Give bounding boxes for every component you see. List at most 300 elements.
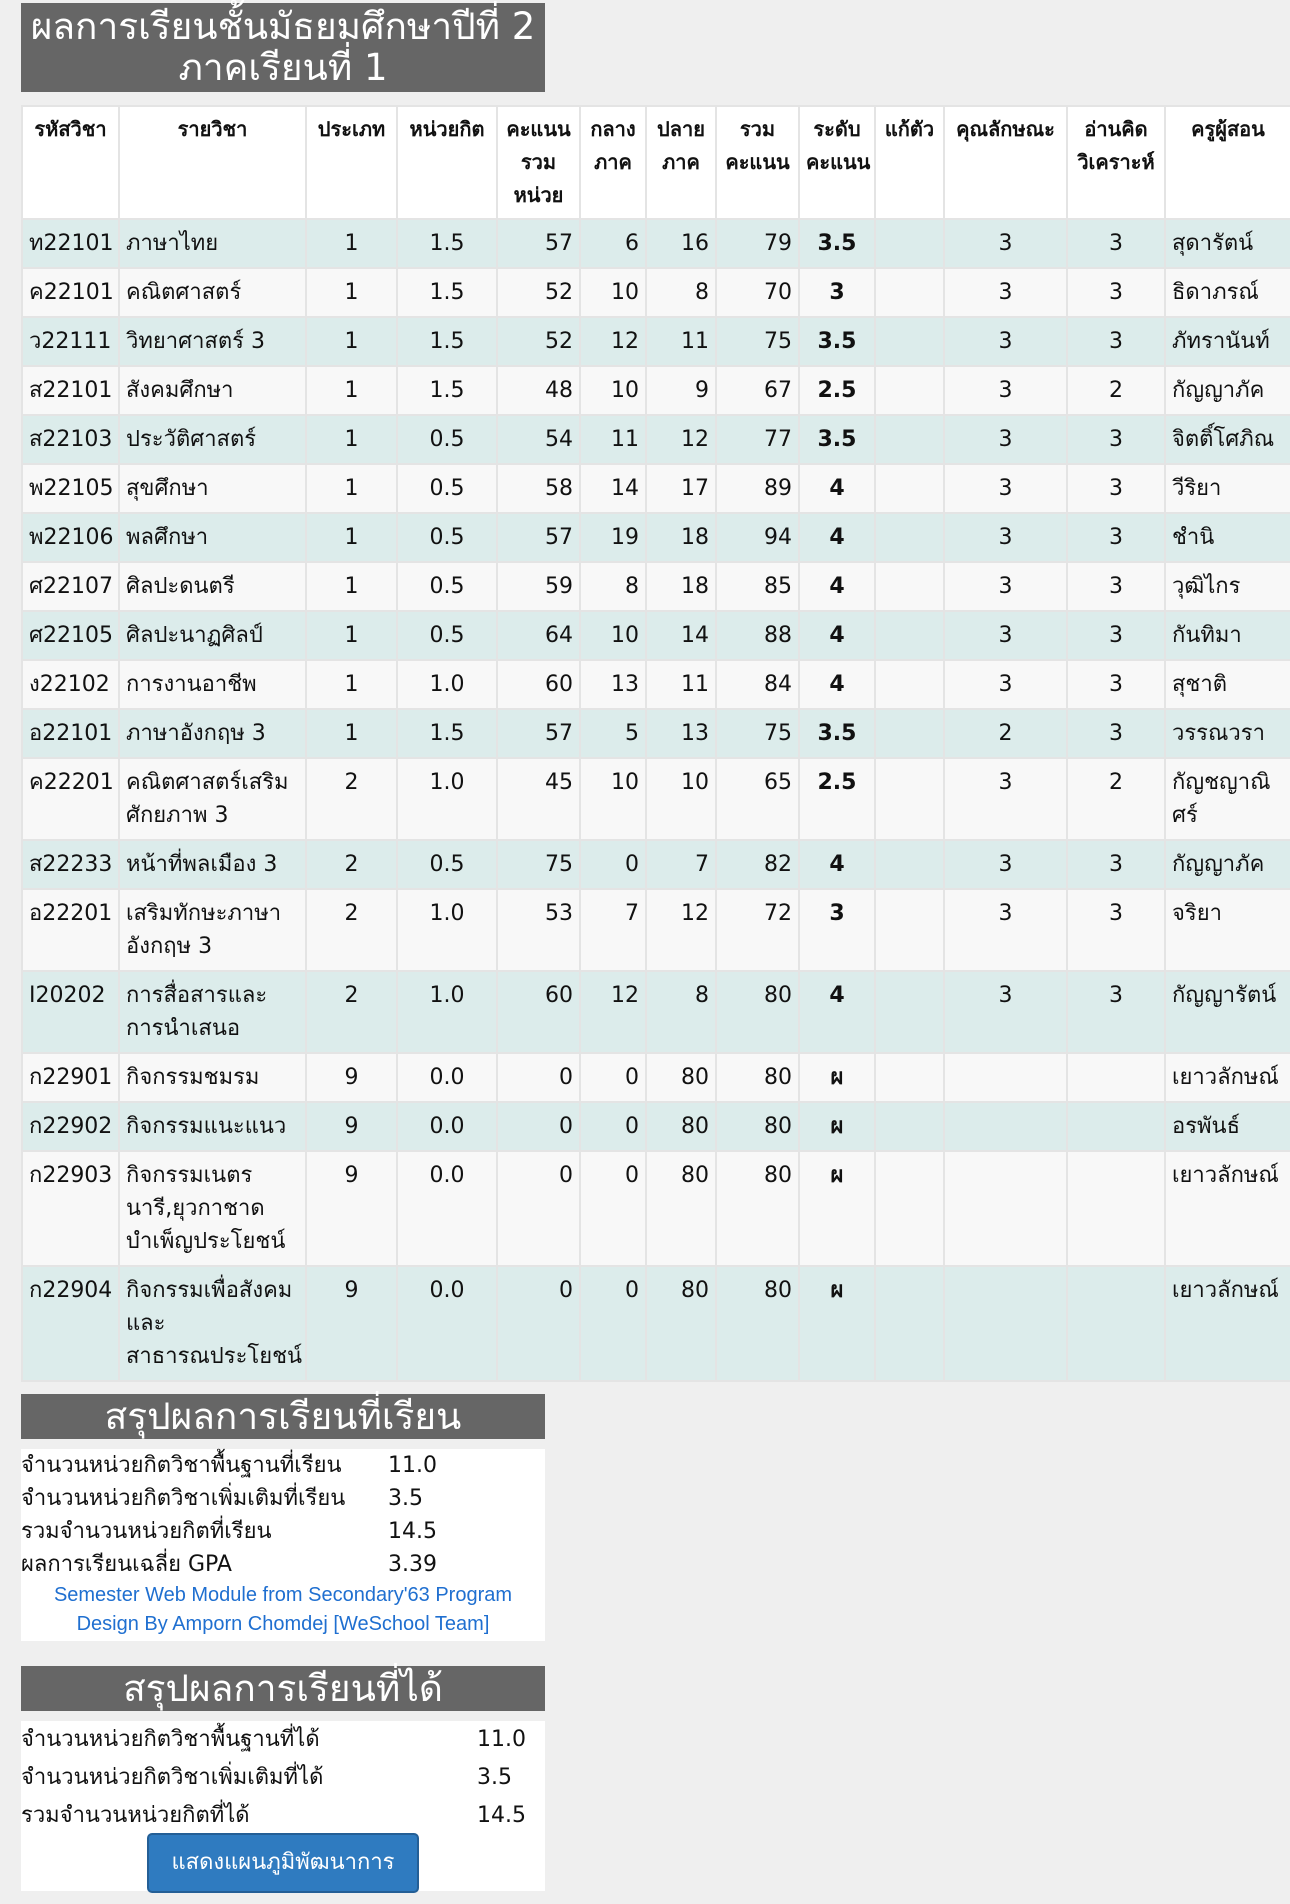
cell-teacher: วรรณวรา [1165,709,1290,758]
cell-subject: กิจกรรมแนะแนว [119,1102,306,1151]
cell-credit: 1.0 [397,971,497,1053]
cell-final: 12 [646,415,716,464]
cell-reading: 3 [1067,562,1165,611]
cell-teacher: เยาวลักษณ์ [1165,1266,1290,1381]
cell-final: 80 [646,1102,716,1151]
cell-unit-score: 75 [497,840,580,889]
col-header-grade: ระดับ คะแนน [799,106,875,219]
summary-earned-label: รวมจำนวนหน่วยกิตที่ได้ [21,1803,250,1828]
cell-reading: 3 [1067,709,1165,758]
summary-earned-box [21,1721,545,1891]
col-header-teacher: ครูผู้สอน [1165,106,1290,219]
cell-final: 18 [646,562,716,611]
grades-table-header [22,106,1290,219]
cell-total: 67 [716,366,799,415]
summary-enrolled-row [21,1449,545,1482]
cell-total: 85 [716,562,799,611]
cell-final: 18 [646,513,716,562]
cell-grade: 3.5 [799,219,875,268]
cell-teacher: กัญชญาณิศร์ [1165,758,1290,840]
cell-midterm: 10 [580,758,646,840]
cell-final: 10 [646,758,716,840]
cell-credit: 1.0 [397,660,497,709]
cell-subject: การสื่อสารและการนำเสนอ [119,971,306,1053]
cell-total: 80 [716,1102,799,1151]
cell-code: ศ22107 [22,562,119,611]
page-title [21,3,545,92]
cell-character: 3 [944,415,1067,464]
cell-midterm: 0 [580,1102,646,1151]
cell-grade: 4 [799,840,875,889]
cell-code: ศ22105 [22,611,119,660]
cell-reading: 3 [1067,660,1165,709]
cell-code: ค22201 [22,758,119,840]
table-row [22,709,1290,758]
cell-type: 1 [306,268,397,317]
cell-final: 11 [646,660,716,709]
cell-midterm: 10 [580,366,646,415]
summary-earned-label: จำนวนหน่วยกิตวิชาพื้นฐานที่ได้ [21,1727,320,1752]
summary-earned-value: 11.0 [477,1727,526,1752]
col-header-fix: แก้ตัว [875,106,944,219]
cell-reading [1067,1053,1165,1102]
summary-earned-row [21,1797,545,1835]
credit-link-module[interactable]: Semester Web Module from Secondary'63 Program [53,1584,513,1606]
cell-unit-score: 52 [497,317,580,366]
cell-total: 88 [716,611,799,660]
cell-character: 3 [944,889,1067,971]
cell-subject: ศิลปะดนตรี [119,562,306,611]
cell-grade: 4 [799,611,875,660]
table-row [22,415,1290,464]
cell-character: 3 [944,611,1067,660]
col-header-unit-score: คะแนน รวม หน่วย [497,106,580,219]
cell-grade: 4 [799,971,875,1053]
cell-type: 1 [306,464,397,513]
summary-enrolled-title: สรุปผลการเรียนที่เรียน [21,1394,545,1439]
cell-grade: ผ [799,1102,875,1151]
cell-credit: 1.5 [397,219,497,268]
cell-total: 75 [716,709,799,758]
cell-unit-score: 58 [497,464,580,513]
table-row [22,889,1290,971]
cell-reading: 3 [1067,464,1165,513]
table-row [22,1266,1290,1381]
cell-type: 1 [306,660,397,709]
cell-final: 8 [646,268,716,317]
cell-grade: ผ [799,1266,875,1381]
cell-reading: 2 [1067,366,1165,415]
cell-teacher: วีริยา [1165,464,1290,513]
grades-table [21,105,1290,1382]
summary-enrolled-label: รวมจำนวนหน่วยกิตที่เรียน [21,1519,272,1544]
summary-enrolled-label: ผลการเรียนเฉลี่ย GPA [21,1552,232,1577]
cell-credit: 1.5 [397,709,497,758]
summary-enrolled-value: 11.0 [388,1453,437,1478]
table-row [22,611,1290,660]
cell-fix [875,366,944,415]
cell-final: 9 [646,366,716,415]
cell-subject: หน้าที่พลเมือง 3 [119,840,306,889]
table-row [22,464,1290,513]
cell-midterm: 13 [580,660,646,709]
cell-type: 9 [306,1151,397,1266]
cell-midterm: 10 [580,268,646,317]
cell-credit: 0.5 [397,562,497,611]
cell-character: 3 [944,464,1067,513]
table-row [22,366,1290,415]
cell-midterm: 12 [580,971,646,1053]
cell-character: 2 [944,709,1067,758]
page-title-line2: ภาคเรียนที่ 1 [178,46,388,89]
cell-unit-score: 0 [497,1053,580,1102]
cell-type: 9 [306,1266,397,1381]
cell-grade: 3.5 [799,317,875,366]
cell-teacher: กันทิมา [1165,611,1290,660]
cell-teacher: กัญญาภัค [1165,366,1290,415]
cell-fix [875,1053,944,1102]
table-row [22,840,1290,889]
cell-reading [1067,1266,1165,1381]
cell-teacher: เยาวลักษณ์ [1165,1151,1290,1266]
summary-enrolled-row [21,1515,545,1548]
cell-type: 1 [306,366,397,415]
col-header-final: ปลาย ภาค [646,106,716,219]
cell-midterm: 19 [580,513,646,562]
cell-code: พ22105 [22,464,119,513]
cell-fix [875,709,944,758]
cell-grade: 4 [799,660,875,709]
cell-fix [875,317,944,366]
cell-grade: 2.5 [799,366,875,415]
cell-fix [875,611,944,660]
cell-subject: ศิลปะนาฏศิลป์ [119,611,306,660]
cell-total: 89 [716,464,799,513]
cell-total: 80 [716,1151,799,1266]
cell-code: ก22903 [22,1151,119,1266]
col-header-type: ประเภท [306,106,397,219]
cell-fix [875,840,944,889]
cell-unit-score: 57 [497,513,580,562]
cell-teacher: สุชาติ [1165,660,1290,709]
cell-character: 3 [944,317,1067,366]
cell-teacher: กัญญาภัค [1165,840,1290,889]
cell-midterm: 0 [580,840,646,889]
cell-midterm: 6 [580,219,646,268]
summary-enrolled-row [21,1548,545,1581]
table-row [22,660,1290,709]
cell-grade: 3.5 [799,415,875,464]
summary-enrolled-row [21,1482,545,1515]
cell-credit: 0.0 [397,1266,497,1381]
cell-type: 1 [306,317,397,366]
table-row [22,1151,1290,1266]
cell-character [944,1266,1067,1381]
cell-subject: กิจกรรมชมรม [119,1053,306,1102]
cell-final: 13 [646,709,716,758]
cell-grade: 3.5 [799,709,875,758]
summary-earned-value: 14.5 [477,1803,526,1828]
cell-code: I20202 [22,971,119,1053]
cell-credit: 1.0 [397,758,497,840]
cell-unit-score: 0 [497,1266,580,1381]
cell-type: 1 [306,709,397,758]
cell-fix [875,660,944,709]
cell-subject: พลศึกษา [119,513,306,562]
cell-unit-score: 57 [497,709,580,758]
cell-type: 2 [306,840,397,889]
cell-character: 3 [944,513,1067,562]
cell-teacher: สุดารัตน์ [1165,219,1290,268]
cell-credit: 0.0 [397,1102,497,1151]
grades-table-body [22,219,1290,1381]
cell-reading: 3 [1067,513,1165,562]
cell-final: 8 [646,971,716,1053]
cell-midterm: 7 [580,889,646,971]
summary-earned-row [21,1721,545,1759]
cell-total: 65 [716,758,799,840]
col-header-midterm: กลาง ภาค [580,106,646,219]
table-row [22,562,1290,611]
table-row [22,1053,1290,1102]
table-row [22,513,1290,562]
cell-total: 94 [716,513,799,562]
table-row [22,317,1290,366]
summary-enrolled-label: จำนวนหน่วยกิตวิชาเพิ่มเติมที่เรียน [21,1486,346,1511]
cell-unit-score: 52 [497,268,580,317]
cell-code: ก22904 [22,1266,119,1381]
cell-midterm: 0 [580,1266,646,1381]
cell-reading: 3 [1067,971,1165,1053]
cell-fix [875,889,944,971]
cell-type: 1 [306,562,397,611]
cell-code: ว22111 [22,317,119,366]
credit-link-designer[interactable]: Design By Amporn Chomdej [WeSchool Team] [76,1613,490,1635]
cell-grade: 4 [799,464,875,513]
col-header-total: รวม คะแนน [716,106,799,219]
cell-fix [875,562,944,611]
cell-grade: ผ [799,1151,875,1266]
cell-midterm: 14 [580,464,646,513]
cell-subject: เสริมทักษะภาษาอังกฤษ 3 [119,889,306,971]
cell-character: 3 [944,268,1067,317]
cell-teacher: ธิดาภรณ์ [1165,268,1290,317]
cell-final: 80 [646,1151,716,1266]
cell-character: 3 [944,971,1067,1053]
summary-enrolled-label: จำนวนหน่วยกิตวิชาพื้นฐานที่เรียน [21,1453,342,1478]
cell-final: 80 [646,1053,716,1102]
cell-code: ก22901 [22,1053,119,1102]
cell-character: 3 [944,366,1067,415]
cell-teacher: วุฒิไกร [1165,562,1290,611]
cell-credit: 0.5 [397,611,497,660]
header-row [22,106,1290,219]
cell-unit-score: 60 [497,971,580,1053]
cell-teacher: จริยา [1165,889,1290,971]
table-row [22,268,1290,317]
col-header-credit: หน่วยกิต [397,106,497,219]
summary-earned-value: 3.5 [477,1765,512,1790]
cell-code: ส22101 [22,366,119,415]
cell-total: 70 [716,268,799,317]
cell-credit: 1.0 [397,889,497,971]
table-row [22,971,1290,1053]
cell-character [944,1102,1067,1151]
page-title-line1: ผลการเรียนชั้นมัธยมศึกษาปีที่ 2 [30,5,536,48]
cell-character [944,1151,1067,1266]
cell-fix [875,1151,944,1266]
cell-total: 72 [716,889,799,971]
cell-credit: 1.5 [397,317,497,366]
cell-fix [875,415,944,464]
cell-unit-score: 64 [497,611,580,660]
cell-grade: 3 [799,889,875,971]
summary-enrolled-value: 14.5 [388,1519,437,1544]
cell-code: อ22201 [22,889,119,971]
cell-credit: 0.5 [397,513,497,562]
cell-type: 2 [306,758,397,840]
cell-type: 9 [306,1102,397,1151]
cell-teacher: จิตติ์โศภิณ [1165,415,1290,464]
cell-unit-score: 48 [497,366,580,415]
cell-midterm: 11 [580,415,646,464]
cell-total: 79 [716,219,799,268]
cell-total: 82 [716,840,799,889]
cell-fix [875,1266,944,1381]
cell-midterm: 10 [580,611,646,660]
cell-fix [875,464,944,513]
cell-fix [875,758,944,840]
cell-code: ท22101 [22,219,119,268]
cell-midterm: 0 [580,1151,646,1266]
cell-unit-score: 0 [497,1102,580,1151]
cell-code: ก22902 [22,1102,119,1151]
table-row [22,219,1290,268]
cell-code: พ22106 [22,513,119,562]
cell-credit: 1.5 [397,366,497,415]
cell-code: ส22103 [22,415,119,464]
cell-teacher: อรพันธ์ [1165,1102,1290,1151]
cell-subject: กิจกรรมเพื่อสังคมและสาธารณประโยชน์ [119,1266,306,1381]
col-header-code: รหัสวิชา [22,106,119,219]
cell-subject: คณิตศาสตร์ [119,268,306,317]
cell-subject: คณิตศาสตร์เสริมศักยภาพ 3 [119,758,306,840]
cell-unit-score: 59 [497,562,580,611]
summary-enrolled-value: 3.5 [388,1486,423,1511]
cell-midterm: 5 [580,709,646,758]
cell-teacher: กัญญารัตน์ [1165,971,1290,1053]
cell-character: 3 [944,562,1067,611]
cell-type: 1 [306,513,397,562]
cell-reading: 3 [1067,889,1165,971]
cell-character [944,1053,1067,1102]
cell-reading [1067,1102,1165,1151]
cell-reading: 3 [1067,840,1165,889]
cell-subject: ภาษาไทย [119,219,306,268]
cell-subject: สุขศึกษา [119,464,306,513]
cell-fix [875,268,944,317]
cell-subject: กิจกรรมเนตรนารี,ยุวกาชาดบำเพ็ญประโยชน์ [119,1151,306,1266]
cell-code: ส22233 [22,840,119,889]
cell-final: 80 [646,1266,716,1381]
cell-character: 3 [944,219,1067,268]
cell-character: 3 [944,758,1067,840]
cell-midterm: 0 [580,1053,646,1102]
cell-fix [875,513,944,562]
cell-code: ค22101 [22,268,119,317]
cell-final: 14 [646,611,716,660]
cell-character: 3 [944,660,1067,709]
show-progress-chart-button[interactable]: แสดงแผนภูมิพัฒนาการ [147,1833,419,1893]
gpa-value: 3.39 [388,1552,437,1577]
cell-total: 84 [716,660,799,709]
cell-total: 77 [716,415,799,464]
cell-type: 1 [306,415,397,464]
cell-unit-score: 45 [497,758,580,840]
cell-subject: วิทยาศาสตร์ 3 [119,317,306,366]
cell-subject: การงานอาชีพ [119,660,306,709]
cell-grade: 3 [799,268,875,317]
col-header-reading: อ่านคิด วิเคราะห์ [1067,106,1165,219]
cell-final: 17 [646,464,716,513]
cell-reading: 3 [1067,611,1165,660]
cell-unit-score: 54 [497,415,580,464]
cell-subject: ภาษาอังกฤษ 3 [119,709,306,758]
cell-type: 1 [306,219,397,268]
cell-subject: ประวัติศาสตร์ [119,415,306,464]
cell-reading: 3 [1067,268,1165,317]
cell-reading: 2 [1067,758,1165,840]
cell-final: 7 [646,840,716,889]
cell-type: 9 [306,1053,397,1102]
cell-grade: 4 [799,562,875,611]
cell-final: 16 [646,219,716,268]
cell-fix [875,971,944,1053]
col-header-character: คุณลักษณะ [944,106,1067,219]
summary-earned-row [21,1759,545,1797]
cell-credit: 0.0 [397,1151,497,1266]
summary-earned-label: จำนวนหน่วยกิตวิชาเพิ่มเติมที่ได้ [21,1765,324,1790]
summary-enrolled-box [21,1449,545,1641]
summary-earned-title: สรุปผลการเรียนที่ได้ [21,1666,545,1711]
cell-teacher: ชำนิ [1165,513,1290,562]
cell-final: 12 [646,889,716,971]
cell-unit-score: 57 [497,219,580,268]
cell-credit: 0.0 [397,1053,497,1102]
cell-teacher: เยาวลักษณ์ [1165,1053,1290,1102]
cell-final: 11 [646,317,716,366]
cell-type: 2 [306,889,397,971]
cell-total: 80 [716,971,799,1053]
cell-midterm: 12 [580,317,646,366]
cell-credit: 0.5 [397,464,497,513]
cell-fix [875,219,944,268]
cell-unit-score: 60 [497,660,580,709]
cell-type: 2 [306,971,397,1053]
cell-reading: 3 [1067,219,1165,268]
cell-character: 3 [944,840,1067,889]
col-header-subject: รายวิชา [119,106,306,219]
cell-code: ง22102 [22,660,119,709]
cell-credit: 0.5 [397,415,497,464]
table-row [22,758,1290,840]
cell-midterm: 8 [580,562,646,611]
cell-credit: 1.5 [397,268,497,317]
cell-fix [875,1102,944,1151]
cell-total: 80 [716,1266,799,1381]
cell-grade: ผ [799,1053,875,1102]
cell-subject: สังคมศึกษา [119,366,306,415]
